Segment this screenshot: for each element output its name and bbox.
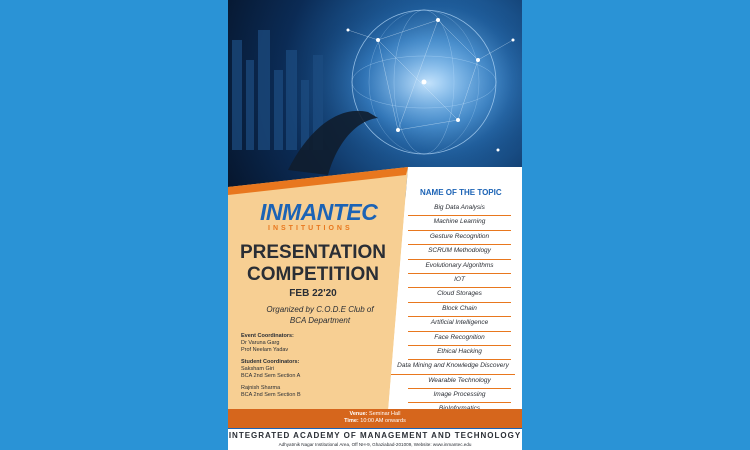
inmantec-logo [260,199,378,234]
student-coordinator-name: Saksham Giri [241,366,275,372]
organized-by [256,304,384,326]
logo-sub-text: INSTITUTIONS [268,225,353,232]
time-line [228,418,522,425]
venue-line [228,411,522,418]
student-coordinator-class: BCA 2nd Sem Section A [241,373,301,379]
topic-item: Face Recognition [408,332,511,346]
topic-item: Data Mining and Knowledge Discovery [391,360,515,374]
time-label: Time: [344,418,359,424]
event-date: FEB 22'20 [289,288,337,299]
topic-item: Image Processing [408,389,511,403]
footer [228,428,522,450]
topic-item: SCRUM Methodology [408,245,511,259]
venue-label: Venue: [349,411,368,417]
footer-divider [228,428,522,429]
event-title-line2: COMPETITION [247,264,379,285]
time-value: 10:00 AM onwards [360,418,406,424]
topic-item: Wearable Technology [408,375,511,389]
logo-main-text: INMANTEC [260,199,378,225]
student-coordinator-name: Rajnish Sharma [241,385,281,391]
topic-item: Gesture Recognition [408,231,511,245]
venue-bar [228,409,522,428]
venue-value: Seminar Hall [369,411,401,417]
institution-address: Adhyatmik Nagar Institutional Area, Off NH-9, Ghaziabad-201009, Website: www.inmantec.edu [278,442,472,447]
topic-item: Big Data Analysis [408,202,511,216]
event-coordinator-name: Dr Varuna Garg [241,340,280,346]
topics-list [393,202,513,417]
student-coordinator-class: BCA 2nd Sem Section B [241,392,301,398]
event-coordinator-name: Prof Neelam Yadav [241,347,289,353]
topic-item: IOT [408,274,511,288]
topic-item: Artificial Intelligence [408,317,511,331]
event-coordinators-heading: Event Coordinators: [241,333,294,339]
topics-heading: NAME OF THE TOPIC [420,188,502,197]
poster [228,0,522,450]
topic-item: Evolutionary Algorithms [408,260,511,274]
institution-name: INTEGRATED ACADEMY OF MANAGEMENT AND TECHNOLOGY [228,431,522,440]
student-coordinators-heading: Student Coordinators: [241,359,300,365]
topic-item: Block Chain [408,303,511,317]
event-title-line1: PRESENTATION [239,242,387,263]
organized-line2: BCA Department [289,316,351,325]
topic-item: Ethical Hacking [408,346,511,360]
coordinators [241,333,381,399]
topic-item: Machine Learning [408,216,511,230]
event-title [238,242,388,286]
organized-line1: Organized by C.O.D.E Club of [266,305,374,314]
topic-item: Cloud Storages [408,288,511,302]
